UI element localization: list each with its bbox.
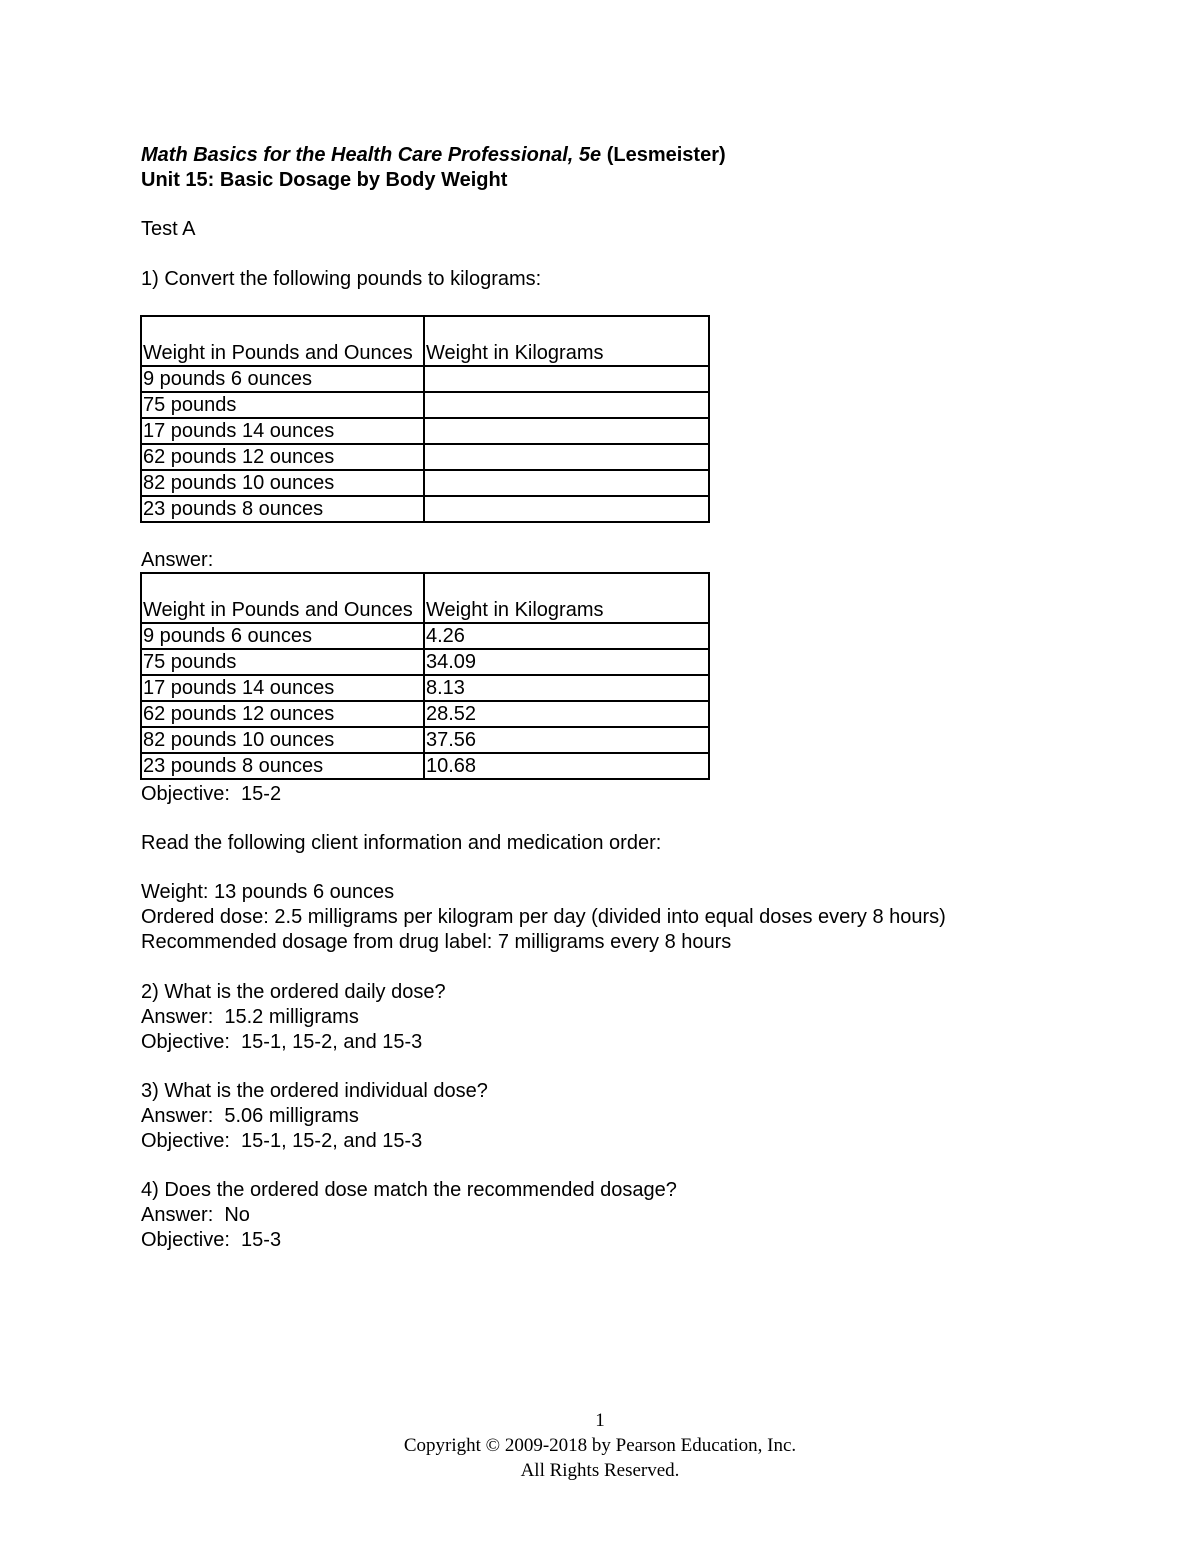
table-row <box>141 418 709 444</box>
conversion-table <box>140 315 710 523</box>
scenario-recommended-dosage: Recommended dosage from drug label: 7 milligrams every 8 hours <box>141 931 732 953</box>
scenario-intro: Read the following client information and medication order: <box>141 832 662 854</box>
table-row <box>141 444 709 470</box>
pounds-cell: 23 pounds 8 ounces <box>141 753 424 779</box>
kilograms-cell: 4.26 <box>424 623 709 649</box>
column-header-pounds: Weight in Pounds and Ounces <box>141 316 424 366</box>
test-label: Test A <box>141 218 196 240</box>
pounds-cell: 62 pounds 12 ounces <box>141 701 424 727</box>
table-row <box>141 753 709 779</box>
table-row <box>141 496 709 522</box>
pounds-cell: 17 pounds 14 ounces <box>141 675 424 701</box>
page-number: 1 <box>595 1410 605 1431</box>
table-row <box>141 392 709 418</box>
table-row <box>141 623 709 649</box>
pounds-cell: 17 pounds 14 ounces <box>141 418 424 444</box>
column-header-kilograms: Weight in Kilograms <box>424 316 709 366</box>
pounds-cell: 62 pounds 12 ounces <box>141 444 424 470</box>
question-4: 4) Does the ordered dose match the recommended dosage? <box>141 1179 677 1201</box>
pounds-cell: 82 pounds 10 ounces <box>141 727 424 753</box>
rights-notice: All Rights Reserved. <box>520 1460 680 1481</box>
pounds-cell: 9 pounds 6 ounces <box>141 366 424 392</box>
table-row <box>141 470 709 496</box>
table-header-row <box>141 316 709 366</box>
table-row <box>141 649 709 675</box>
column-header-pounds: Weight in Pounds and Ounces <box>141 573 424 623</box>
table-row <box>141 366 709 392</box>
book-title-line <box>141 143 726 167</box>
question-2: 2) What is the ordered daily dose? <box>141 981 446 1003</box>
book-title: Math Basics for the Health Care Professional <box>141 144 568 166</box>
question-2-objective: Objective: 15-1, 15-2, and 15-3 <box>141 1031 423 1053</box>
answer-label: Answer: <box>141 549 214 571</box>
question-1-objective: Objective: 15-2 <box>141 783 282 805</box>
kilograms-cell-empty <box>424 366 709 392</box>
question-2-answer: Answer: 15.2 milligrams <box>141 1006 359 1028</box>
book-edition: , 5e <box>567 144 602 166</box>
kilograms-cell-empty <box>424 496 709 522</box>
pounds-cell: 75 pounds <box>141 649 424 675</box>
pounds-cell: 23 pounds 8 ounces <box>141 496 424 522</box>
question-1-prompt: 1) Convert the following pounds to kilograms: <box>141 268 542 290</box>
table-row <box>141 675 709 701</box>
scenario-ordered-dose: Ordered dose: 2.5 milligrams per kilogram per day (divided into equal doses every 8 hours) <box>141 906 946 928</box>
table-header-row <box>141 573 709 623</box>
pounds-cell: 9 pounds 6 ounces <box>141 623 424 649</box>
question-3-objective: Objective: 15-1, 15-2, and 15-3 <box>141 1130 423 1152</box>
kilograms-cell-empty <box>424 444 709 470</box>
kilograms-cell: 28.52 <box>424 701 709 727</box>
question-3-answer: Answer: 5.06 milligrams <box>141 1105 359 1127</box>
kilograms-cell-empty <box>424 470 709 496</box>
kilograms-cell: 37.56 <box>424 727 709 753</box>
kilograms-cell: 10.68 <box>424 753 709 779</box>
scenario-weight: Weight: 13 pounds 6 ounces <box>141 881 395 903</box>
pounds-cell: 82 pounds 10 ounces <box>141 470 424 496</box>
table-row <box>141 727 709 753</box>
table-row <box>141 701 709 727</box>
pounds-cell: 75 pounds <box>141 392 424 418</box>
unit-title: Unit 15: Basic Dosage by Body Weight <box>141 169 508 191</box>
question-4-answer: Answer: No <box>141 1204 250 1226</box>
question-4-objective: Objective: 15-3 <box>141 1229 282 1251</box>
question-3: 3) What is the ordered individual dose? <box>141 1080 488 1102</box>
book-author: (Lesmeister) <box>601 144 726 166</box>
copyright-notice: Copyright © 2009-2018 by Pearson Education, Inc. <box>403 1435 797 1456</box>
kilograms-cell: 8.13 <box>424 675 709 701</box>
answer-table <box>140 572 710 780</box>
kilograms-cell-empty <box>424 418 709 444</box>
kilograms-cell: 34.09 <box>424 649 709 675</box>
column-header-kilograms: Weight in Kilograms <box>424 573 709 623</box>
kilograms-cell-empty <box>424 392 709 418</box>
